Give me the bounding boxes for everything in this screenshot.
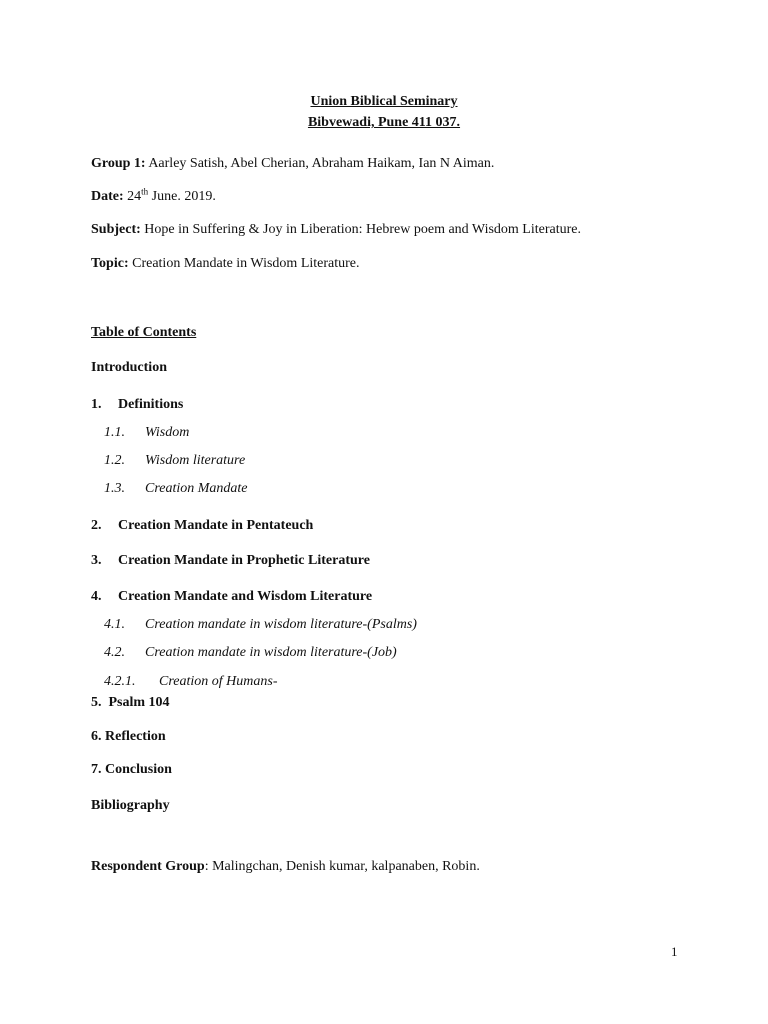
toc-item-number: 2. xyxy=(91,518,102,533)
toc-item-4-2 xyxy=(104,645,397,661)
toc-item-4-1 xyxy=(104,617,417,633)
subject-value: Hope in Suffering & Joy in Liberation: Hebrew poem and Wisdom Literature. xyxy=(140,222,581,237)
toc-item-2 xyxy=(91,518,313,534)
toc-introduction: Introduction xyxy=(91,360,167,375)
subject-line xyxy=(91,222,581,238)
toc-title: Table of Contents xyxy=(91,325,197,340)
date-label: Date: xyxy=(91,189,124,204)
toc-item-3 xyxy=(91,553,370,569)
toc-item-4 xyxy=(91,589,372,605)
group-label: Group 1: xyxy=(91,156,146,171)
toc-item-4-2-1 xyxy=(104,674,277,690)
institution-title: Union Biblical Seminary xyxy=(310,94,458,109)
toc-item-6: 6. Reflection xyxy=(91,729,166,744)
date-day: 24 xyxy=(123,189,142,204)
toc-item-title: Creation Mandate and Wisdom Literature xyxy=(118,589,373,604)
topic-value: Creation Mandate in Wisdom Literature. xyxy=(128,256,360,271)
toc-item-1-3 xyxy=(104,481,248,497)
page-number: 1 xyxy=(671,944,678,959)
toc-item-number: 3. xyxy=(91,553,102,568)
toc-item-title: Creation mandate in wisdom literature-(Psalms) xyxy=(145,617,417,632)
toc-item-number: 4. xyxy=(91,589,102,604)
toc-item-number: 1. xyxy=(91,397,102,412)
toc-item-title: Creation mandate in wisdom literature-(Job) xyxy=(145,645,397,660)
toc-item-number: 1.3. xyxy=(104,481,125,496)
respondent-line xyxy=(91,859,480,875)
toc-item-number: 1.1. xyxy=(104,425,125,440)
toc-item-number: 1.2. xyxy=(104,453,125,468)
toc-item-number: 4.2. xyxy=(104,645,125,660)
toc-bibliography: Bibliography xyxy=(91,798,170,813)
respondent-members: : Malingchan, Denish kumar, kalpanaben, Robin. xyxy=(204,859,480,874)
subject-label: Subject: xyxy=(91,222,141,237)
toc-item-1-2 xyxy=(104,453,245,469)
toc-item-number: 4.2.1. xyxy=(104,674,136,689)
respondent-label: Respondent Group xyxy=(91,859,205,874)
toc-item-title: Creation Mandate in Pentateuch xyxy=(118,518,314,533)
toc-item-title: Wisdom literature xyxy=(145,453,246,468)
topic-line xyxy=(91,256,360,272)
date-rest: June. 2019. xyxy=(148,189,216,204)
toc-item-title: Creation of Humans- xyxy=(159,674,278,689)
institution-address: Bibvewadi, Pune 411 037. xyxy=(307,115,461,130)
toc-item-title: Creation Mandate in Prophetic Literature xyxy=(118,553,370,568)
topic-label: Topic: xyxy=(91,256,129,271)
toc-item-title: Definitions xyxy=(118,397,184,412)
date-line xyxy=(91,186,216,205)
date-suffix: th xyxy=(141,186,149,197)
toc-item-1-1 xyxy=(104,425,189,441)
group-line xyxy=(91,156,494,172)
toc-item-title: Wisdom xyxy=(145,425,190,440)
toc-item-1 xyxy=(91,397,183,413)
toc-item-number: 4.1. xyxy=(104,617,125,632)
toc-item-5: 5. Psalm 104 xyxy=(91,695,170,710)
toc-item-7: 7. Conclusion xyxy=(91,762,172,777)
group-members: Aarley Satish, Abel Cherian, Abraham Haikam, Ian N Aiman. xyxy=(145,156,495,171)
toc-item-title: Creation Mandate xyxy=(145,481,248,496)
